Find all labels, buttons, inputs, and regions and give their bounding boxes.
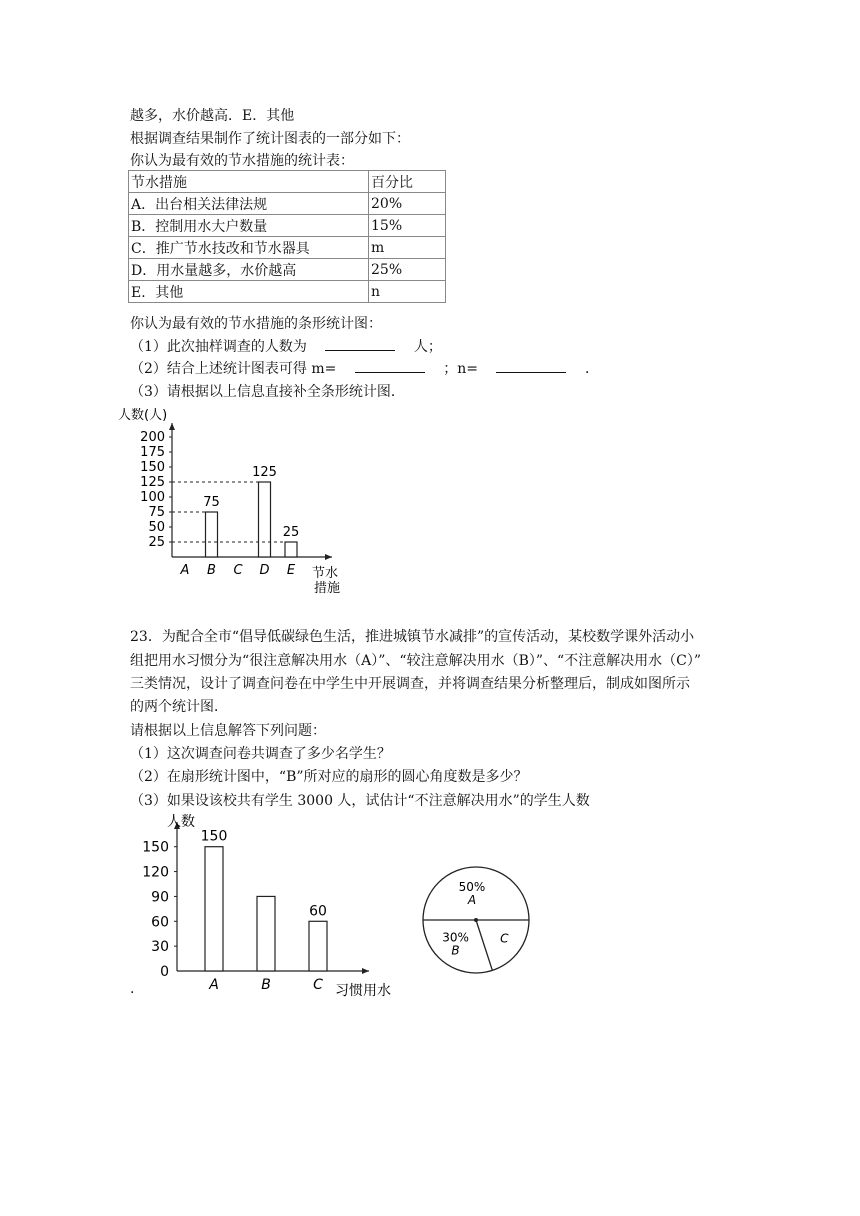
y-tick-label: 100 (140, 490, 165, 505)
table-cell: D．用水量越多，水价越高 (129, 259, 369, 281)
x-tick-label: E (286, 563, 296, 578)
y-tick-label: 120 (142, 864, 169, 881)
table-row (129, 281, 446, 303)
table-cell: 15% (369, 215, 446, 237)
intro-line-1: 越多，水价越高．E．其他 (130, 108, 295, 124)
y-tick-label: 25 (148, 535, 165, 550)
y-tick-label: 150 (140, 460, 165, 475)
x-axis-label: 习惯用水 (335, 983, 391, 998)
pie-slice-label: A (467, 893, 477, 907)
question-1-text: （1）此次抽样调查的人数为 (130, 339, 307, 355)
answer-blank-m (355, 360, 425, 373)
table-header-cell: 百分比 (369, 171, 446, 193)
bar-chart-title: 你认为最有效的节水措施的条形统计图： (130, 316, 382, 332)
end-mark: . (130, 981, 135, 997)
x-tick-label: C (233, 563, 243, 578)
x-axis-arrow (362, 968, 369, 974)
table-row (129, 259, 446, 281)
question-1 (130, 338, 442, 356)
table-row (129, 193, 446, 215)
pie-percent-label: 30% (442, 930, 469, 945)
intro-line-2: 根据调查结果制作了统计图表的一部分如下： (130, 131, 410, 147)
table-header-row (129, 171, 446, 193)
y-tick-label: 175 (140, 445, 165, 460)
y-tick-label: 125 (140, 475, 165, 490)
problem-23-q3: （3）如果设该校共有学生 3000 人，试估计“不注意解决用水”的学生人数 (130, 793, 590, 809)
table-cell: n (369, 281, 446, 303)
answer-blank-n (496, 360, 566, 373)
pie-slice-label: C (500, 931, 509, 946)
table-row (129, 215, 446, 237)
question-1-unit: 人； (413, 339, 442, 355)
table-header-cell: 节水措施 (129, 171, 369, 193)
data-label: 60 (309, 903, 327, 920)
x-axis-label-1: 节水 (312, 566, 339, 581)
question-2-text: （2）结合上述统计图表可得 m= (130, 361, 337, 377)
x-axis-label-2: 措施 (314, 581, 341, 596)
x-tick-label: B (207, 563, 216, 578)
y-axis-label: 人数(人) (118, 408, 168, 423)
table-cell: 25% (369, 259, 446, 281)
y-tick-label: 30 (151, 939, 169, 956)
bar (259, 482, 271, 557)
table-cell: E．其他 (129, 281, 369, 303)
problem-23-prompt: 请根据以上信息解答下列问题： (130, 723, 326, 739)
table-row (129, 237, 446, 259)
x-axis-arrow (325, 554, 332, 560)
x-tick-label: A (180, 563, 190, 578)
question-2-n-label: ；n= (443, 361, 479, 377)
x-tick-label: B (261, 977, 271, 993)
y-axis-arrow (169, 423, 175, 430)
problem-23-q1: （1）这次调查问卷共调查了多少名学生？ (130, 746, 391, 762)
table-cell: A．出台相关法律法规 (129, 193, 369, 215)
bar (205, 847, 223, 971)
problem-23-line-1: 23．为配合全市“倡导低碳绿色生活，推进城镇节水减排”的宣传活动，某校数学课外活动小 (130, 629, 695, 645)
pie-percent-label: 50% (458, 880, 486, 894)
bar (257, 896, 275, 971)
water-habit-pie-chart (415, 860, 535, 980)
answer-blank (325, 338, 395, 351)
data-label: 75 (203, 495, 220, 510)
table-cell: B．控制用水大户数量 (129, 215, 369, 237)
question-2-end: ． (584, 361, 599, 377)
table-title: 你认为最有效的节水措施的统计表： (130, 153, 354, 169)
y-tick-label: 150 (142, 839, 169, 856)
y-tick-label: 90 (151, 889, 169, 906)
x-tick-label: D (259, 563, 270, 578)
problem-23-line-4: 的两个统计图． (130, 699, 228, 715)
y-tick-label: 60 (151, 914, 169, 931)
problem-23-q2: （2）在扇形统计图中，“B”所对应的扇形的圆心角度数是多少？ (130, 769, 528, 785)
y-tick-label: 200 (140, 430, 165, 445)
problem-23-line-2: 组把用水习惯分为“很注意解决用水（A）”、“较注意解决用水（B）”、“不注意解决用水（C）” (130, 653, 702, 669)
data-label: 150 (200, 828, 228, 845)
y-tick-label: 0 (160, 964, 169, 980)
data-label: 125 (252, 465, 277, 480)
problem-23-line-3: 三类情况，设计了调查问卷在中学生中开展调查，并将调查结果分析整理后，制成如图所示 (130, 676, 690, 692)
measures-table (128, 170, 446, 303)
water-habit-bar-chart (135, 808, 405, 998)
y-tick-label: 50 (148, 520, 165, 535)
water-measures-bar-chart (110, 405, 370, 600)
x-tick-label: C (313, 977, 323, 993)
question-3: （3）请根据以上信息直接补全条形统计图． (130, 384, 405, 400)
y-axis-label: 人数 (167, 814, 195, 830)
bar (206, 512, 218, 557)
table-cell: 20% (369, 193, 446, 215)
table-cell: m (369, 237, 446, 259)
question-2 (130, 360, 599, 378)
table-cell: C．推广节水技改和节水器具 (129, 237, 369, 259)
data-label: 25 (282, 525, 300, 540)
x-tick-label: A (209, 977, 219, 993)
bar (285, 542, 297, 557)
bar (309, 921, 327, 971)
y-tick-label: 75 (148, 505, 165, 520)
pie-center (474, 918, 478, 922)
pie-slice-label: B (451, 943, 460, 958)
